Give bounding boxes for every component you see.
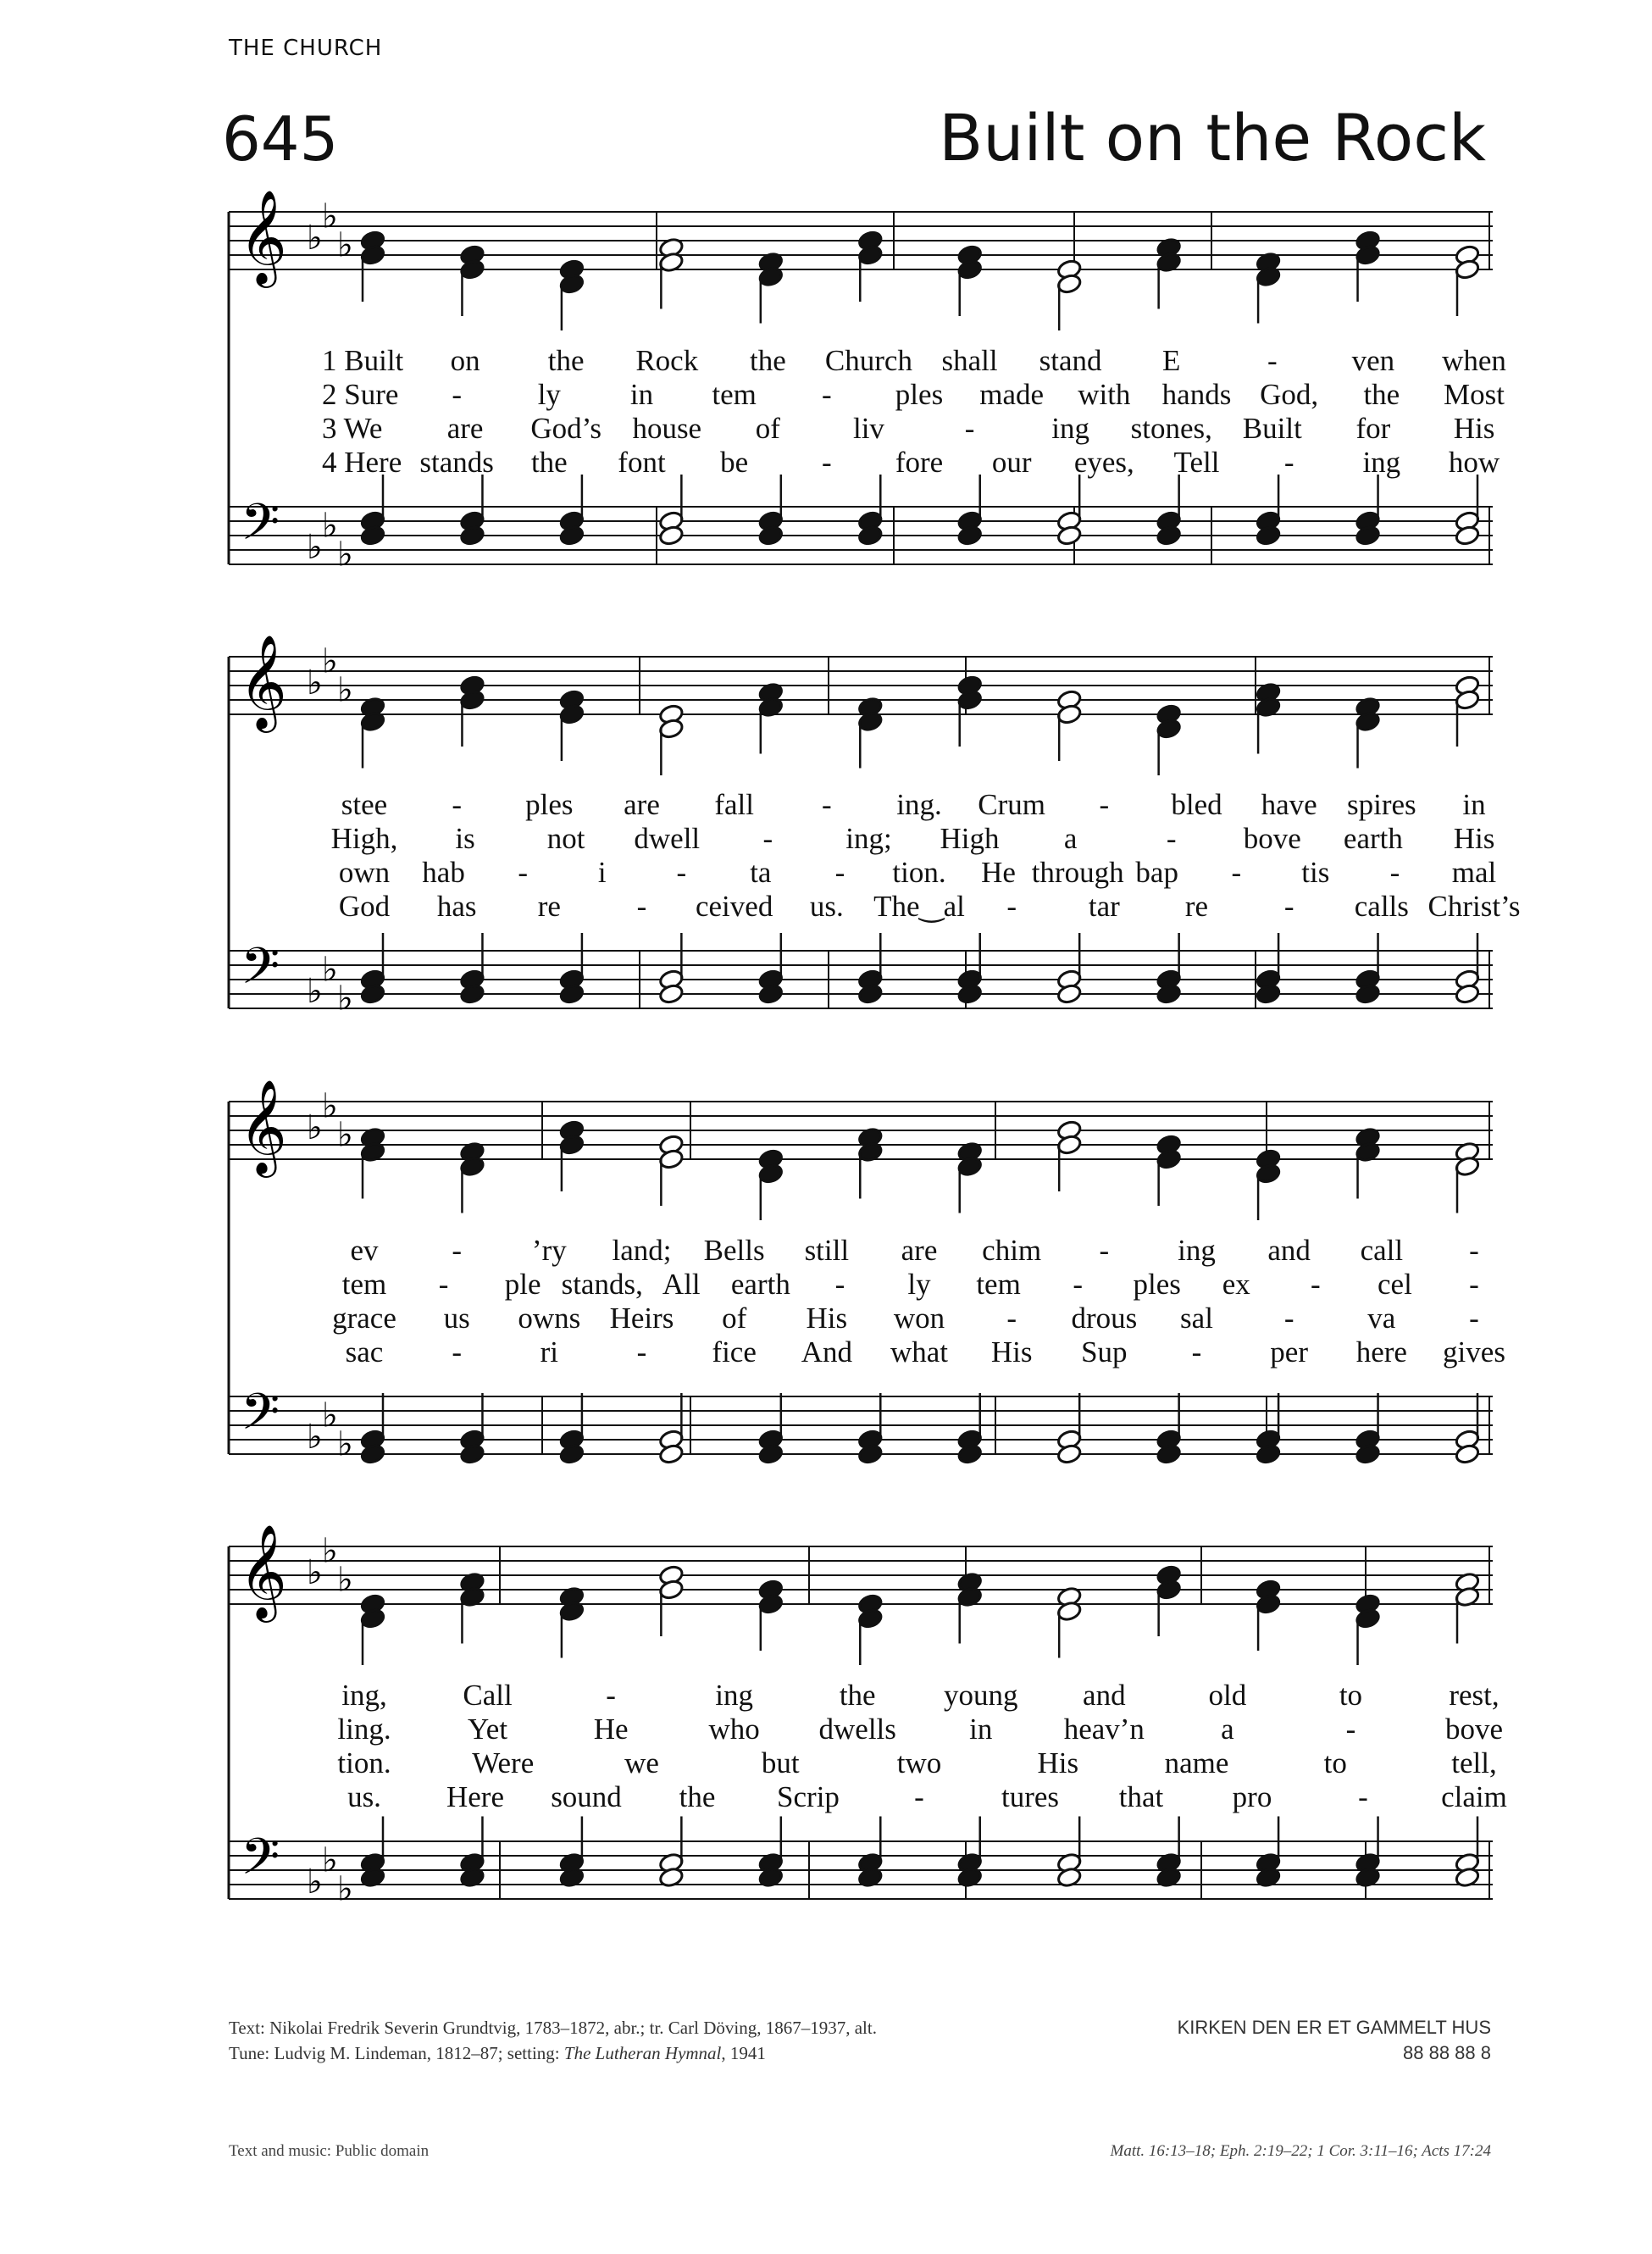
lyric-syllable: - [1231,856,1242,889]
lyric-syllable: - [822,378,832,411]
lyric-syllable: through [1031,856,1124,889]
lyric-syllable: High [940,822,1000,855]
lyric-syllable: Church [824,344,912,377]
lyric-syllable: tem [341,1268,387,1301]
lyric-syllable: - [914,1780,924,1813]
lyric-syllable: ven [1351,344,1395,377]
lyric-syllable: tion. [337,1746,391,1779]
lyric-syllable: ples [1133,1268,1181,1301]
lyric-syllable: - [1358,1780,1368,1813]
lyric-syllable: tem [976,1268,1021,1301]
copyright: Text and music: Public domain [229,2142,430,2160]
credits [229,2015,877,2066]
flat-sign: ♭ [307,1418,323,1457]
lyric-syllable: not [546,822,585,855]
lyric-syllable: God, [1260,378,1319,411]
lyric-syllable: still [804,1234,850,1267]
lyric-syllable: and [1083,1679,1126,1712]
lyric-syllable: own [338,856,391,889]
lyric-syllable: - [1006,890,1017,923]
lyric-syllable: stands [419,446,494,479]
lyric-syllable: tem [712,378,757,411]
lyric-syllable: High, [330,822,398,855]
lyric-syllable: Scrip [777,1780,840,1813]
lyric-syllable: claim [1441,1780,1507,1813]
lyric-syllable: liv [852,412,884,445]
treble-clef: 𝄞 [239,189,287,284]
lyric-syllable: mal [1451,856,1497,889]
lyric-syllable: - [834,856,845,889]
lyric-syllable: in [1462,788,1486,821]
flat-sign: ♭ [337,1424,353,1464]
bass-clef: 𝄢 [241,936,280,1008]
tune-credit: Tune: Ludvig M. Lindeman, 1812–87; setting: The Lutheran Hymnal, 1941 [229,2043,766,2063]
lyric-syllable: eyes, [1073,446,1134,479]
lyric-syllable: Heirs [609,1302,674,1335]
lyric-syllable: ing; [845,822,892,855]
flat-sign: ♭ [322,1086,338,1126]
lyric-syllable: tion. [892,856,946,889]
lyric-syllable: - [1389,856,1400,889]
lyric-syllable: - [1099,1234,1110,1267]
lyric-syllable: tell, [1451,1746,1497,1779]
lyric-syllable: tar [1088,890,1120,923]
lyric-syllable: house [632,412,702,445]
lyric-syllable: bove [1444,1713,1504,1746]
lyric-syllable: Christ’s [1427,890,1521,923]
treble-clef: 𝄞 [239,1079,287,1174]
lyric-syllable: call [1360,1234,1404,1267]
lyric-syllable: - [1267,344,1278,377]
lyric-syllable: - [452,788,462,821]
lyric-syllable: dwells [818,1713,896,1746]
lyric-syllable: hands [1161,378,1232,411]
lyric-syllable: Yet [468,1713,508,1746]
lyric-syllable: - [1166,822,1177,855]
lyric-syllable: font [618,446,666,479]
flat-sign: ♭ [322,197,338,236]
lyric-syllable: how [1448,446,1500,479]
lyric-syllable: - [452,378,462,411]
bass-clef: 𝄢 [241,492,280,564]
lyric-syllable: - [822,788,832,821]
lyric-syllable: - [1099,788,1110,821]
lyric-syllable: Here [446,1780,505,1813]
lyric-syllable: - [762,822,773,855]
lyric-syllable: pro [1232,1780,1272,1813]
lyric-syllable: ev [350,1234,379,1267]
lyric-syllable: we [624,1746,659,1779]
lyric-syllable: va [1367,1302,1396,1335]
lyric-syllable: re [537,890,561,923]
lyric-syllable: a [1221,1713,1234,1746]
lyric-syllable: - [1283,446,1294,479]
lyric-syllable: the [547,344,585,377]
lyric-syllable: two [896,1746,942,1779]
lyric-syllable: - [452,1234,462,1267]
lyric-syllable: tures [1001,1780,1060,1813]
lyric-syllable: us [443,1302,470,1335]
lyric-syllable: the [679,1780,716,1813]
lyric-syllable: us. [347,1780,381,1813]
lyric-syllable: - [1311,1268,1321,1301]
flat-sign: ♭ [307,1553,323,1592]
lyric-syllable: ing, [341,1679,387,1712]
lyric-syllable: our [991,446,1032,479]
lyric-syllable: - [1469,1234,1479,1267]
lyric-syllable: land; [612,1234,672,1267]
lyric-syllable: the [530,446,568,479]
lyric-syllable: E [1162,344,1181,377]
lyric-syllable: - [1283,890,1294,923]
scripture-references: Matt. 16:13–18; Eph. 2:19–22; 1 Cor. 3:11–16; Acts 17:24 [1110,2142,1491,2160]
flat-sign: ♭ [307,663,323,702]
lyric-syllable: of [755,412,780,445]
flat-sign: ♭ [322,950,338,990]
lyric-syllable: His [990,1335,1033,1368]
lyric-syllable: ing. [896,788,942,821]
lyric-syllable: fore [895,446,944,479]
lyric-syllable: i [597,856,607,889]
lyric-syllable: made [979,378,1045,411]
lyric-syllable: are [901,1234,938,1267]
lyric-syllable: bove [1243,822,1301,855]
lyric-syllable: The‿al [873,890,965,923]
lyric-syllable: Tell [1173,446,1220,479]
lyric-syllable: - [438,1268,449,1301]
flat-sign: ♭ [307,528,323,567]
tune-info [1178,2015,1491,2066]
lyric-syllable: - [1191,1335,1202,1368]
lyric-syllable: ling. [337,1713,391,1746]
lyric-syllable: are [624,788,660,821]
lyric-syllable: And [801,1335,852,1368]
lyric-syllable: Rock [635,344,699,377]
lyric-syllable: a [1063,822,1078,855]
lyric-syllable: ’ry [531,1234,567,1267]
flat-sign: ♭ [322,641,338,681]
lyric-syllable: - [1469,1302,1479,1335]
lyric-syllable: He [981,856,1016,889]
flat-sign: ♭ [307,972,323,1011]
lyric-syllable: when [1442,344,1506,377]
treble-clef: 𝄞 [239,634,287,729]
lyric-syllable: ing [1362,446,1401,479]
lyric-syllable: with [1078,378,1131,411]
flat-sign: ♭ [322,1531,338,1571]
flat-sign: ♭ [322,506,338,546]
lyric-syllable: sac [345,1335,384,1368]
lyric-syllable: Built [1242,412,1302,445]
lyric-syllable: bled [1171,788,1222,821]
lyric-syllable: ing [1051,412,1089,445]
lyric-syllable: sal [1180,1302,1213,1335]
lyric-syllable: young [944,1679,1018,1712]
lyric-syllable: dwell [634,822,701,855]
lyric-syllable: and [1267,1234,1311,1267]
flat-sign: ♭ [307,219,323,258]
lyric-syllable: - [676,856,687,889]
lyric-syllable: to [1323,1746,1347,1779]
lyric-syllable: ing [1178,1234,1216,1267]
lyric-syllable: grace [332,1302,396,1335]
lyric-syllable: what [890,1335,949,1368]
lyric-syllable: ples [895,378,944,411]
lyric-syllable: be [720,446,749,479]
flat-sign: ♭ [337,979,353,1019]
lyric-syllable: chim [982,1234,1042,1267]
lyric-syllable: are [446,412,484,445]
lyric-syllable: God [338,890,391,923]
lyric-syllable: - [1006,1302,1017,1335]
lyric-syllable: us. [809,890,844,923]
lyric-syllable: the [839,1679,876,1712]
lyric-syllable: 2 Sure [322,378,399,411]
tune-name: KIRKEN DEN ER ET GAMMELT HUS [1177,2017,1491,2038]
lyric-syllable: Crum [978,788,1046,821]
lyric-syllable: ing [715,1679,754,1712]
lyric-syllable: stand [1039,344,1102,377]
lyric-syllable: Most [1444,378,1505,411]
lyric-syllable: of [722,1302,747,1335]
lyric-syllable: - [1469,1268,1479,1301]
lyric-syllable: God’s [530,412,601,445]
lyric-syllable: old [1208,1679,1247,1712]
lyric-syllable: - [834,1268,845,1301]
flat-sign: ♭ [337,535,353,575]
lyric-syllable: His [1037,1746,1079,1779]
flat-sign: ♭ [322,1396,338,1435]
lyric-syllable: is [455,822,475,855]
lyric-syllable: stee [341,788,388,821]
lyric-syllable: tis [1301,856,1330,889]
lyric-syllable: - [1073,1268,1083,1301]
lyric-syllable: - [518,856,528,889]
lyric-syllable: heav’n [1063,1713,1145,1746]
lyric-syllable: fall [714,788,754,821]
lyric-syllable: have [1261,788,1317,821]
lyric-syllable: Bells [703,1234,765,1267]
bass-clef: 𝄢 [241,1827,280,1898]
lyric-syllable: the [749,344,786,377]
lyric-syllable: that [1118,1780,1164,1813]
lyric-syllable: spires [1347,788,1416,821]
lyric-syllable: ta [750,856,772,889]
lyric-syllable: - [1345,1713,1356,1746]
lyric-syllable: Sup [1081,1335,1128,1368]
lyric-syllable: - [636,890,647,923]
lyric-syllable: but [761,1746,800,1779]
lyric-syllable: ly [907,1268,931,1301]
lyric-syllable: rest, [1449,1679,1500,1712]
lyric-syllable: in [629,378,654,411]
flat-sign: ♭ [337,1560,353,1600]
lyric-syllable: ples [525,788,574,821]
lyric-syllable: stones, [1130,412,1212,445]
lyric-syllable: earth [1343,822,1403,855]
lyric-syllable: owns [518,1302,581,1335]
treble-clef: 𝄞 [239,1524,287,1618]
lyric-syllable: All [662,1268,701,1301]
lyric-syllable: in [969,1713,993,1746]
lyric-syllable: fice [712,1335,757,1368]
lyric-syllable: drous [1071,1302,1138,1335]
lyric-syllable: His [1453,412,1495,445]
lyric-syllable: here [1355,1335,1407,1368]
flat-sign: ♭ [307,1108,323,1147]
lyric-syllable: ri [540,1335,559,1368]
lyric-syllable: cel [1378,1268,1412,1301]
lyric-syllable: stands, [561,1268,643,1301]
lyric-syllable: His [806,1302,848,1335]
lyric-syllable: - [452,1335,462,1368]
lyric-syllable: calls [1354,890,1409,923]
lyric-syllable: earth [730,1268,790,1301]
lyric-syllable: for [1355,412,1391,445]
section-label: THE CHURCH [229,36,383,61]
lyric-syllable: 3 We [322,412,383,445]
lyric-syllable: ly [537,378,561,411]
lyric-syllable: sound [551,1780,622,1813]
lyric-syllable: - [1283,1302,1294,1335]
lyric-syllable: ceived [695,890,773,923]
lyric-syllable: His [1453,822,1495,855]
bass-clef: 𝄢 [241,1382,280,1453]
lyric-syllable: has [436,890,477,923]
lyric-syllable: hab [422,856,465,889]
lyric-syllable: 1 Built [322,344,404,377]
lyric-syllable: per [1270,1335,1309,1368]
lyric-syllable: won [893,1302,945,1335]
lyric-syllable: gives [1443,1335,1505,1368]
flat-sign: ♭ [337,1869,353,1909]
lyric-syllable: name [1164,1746,1229,1779]
text-credit: Text: Nikolai Fredrik Severin Grundtvig, 1783–1872, abr.; tr. Carl Döving, 1867–1937, alt. [229,2018,877,2038]
hymn-number: 645 [222,103,339,175]
flat-sign: ♭ [337,225,353,265]
lyric-syllable: bap [1135,856,1178,889]
lyric-syllable: He [593,1713,629,1746]
flat-sign: ♭ [307,1863,323,1901]
lyric-syllable: - [636,1335,647,1368]
lyric-syllable: re [1184,890,1209,923]
lyric-syllable: ex [1222,1268,1250,1301]
lyric-syllable: the [1363,378,1400,411]
lyric-syllable: who [708,1713,760,1746]
lyric-syllable: 4 Here [322,446,402,479]
flat-sign: ♭ [337,1115,353,1155]
lyric-syllable: Were [472,1746,535,1779]
lyric-syllable: - [606,1679,616,1712]
lyric-syllable: Call [463,1679,513,1712]
meter: 88 88 88 8 [1403,2042,1491,2063]
lyric-syllable: - [964,412,975,445]
lyric-syllable: on [450,344,480,377]
lyric-syllable: ple [504,1268,541,1301]
flat-sign: ♭ [337,670,353,710]
lyric-syllable: - [822,446,832,479]
lyric-syllable: shall [941,344,998,377]
lyric-syllable: to [1339,1679,1363,1712]
hymn-title: Built on the Rock [939,100,1486,175]
flat-sign: ♭ [322,1840,338,1880]
